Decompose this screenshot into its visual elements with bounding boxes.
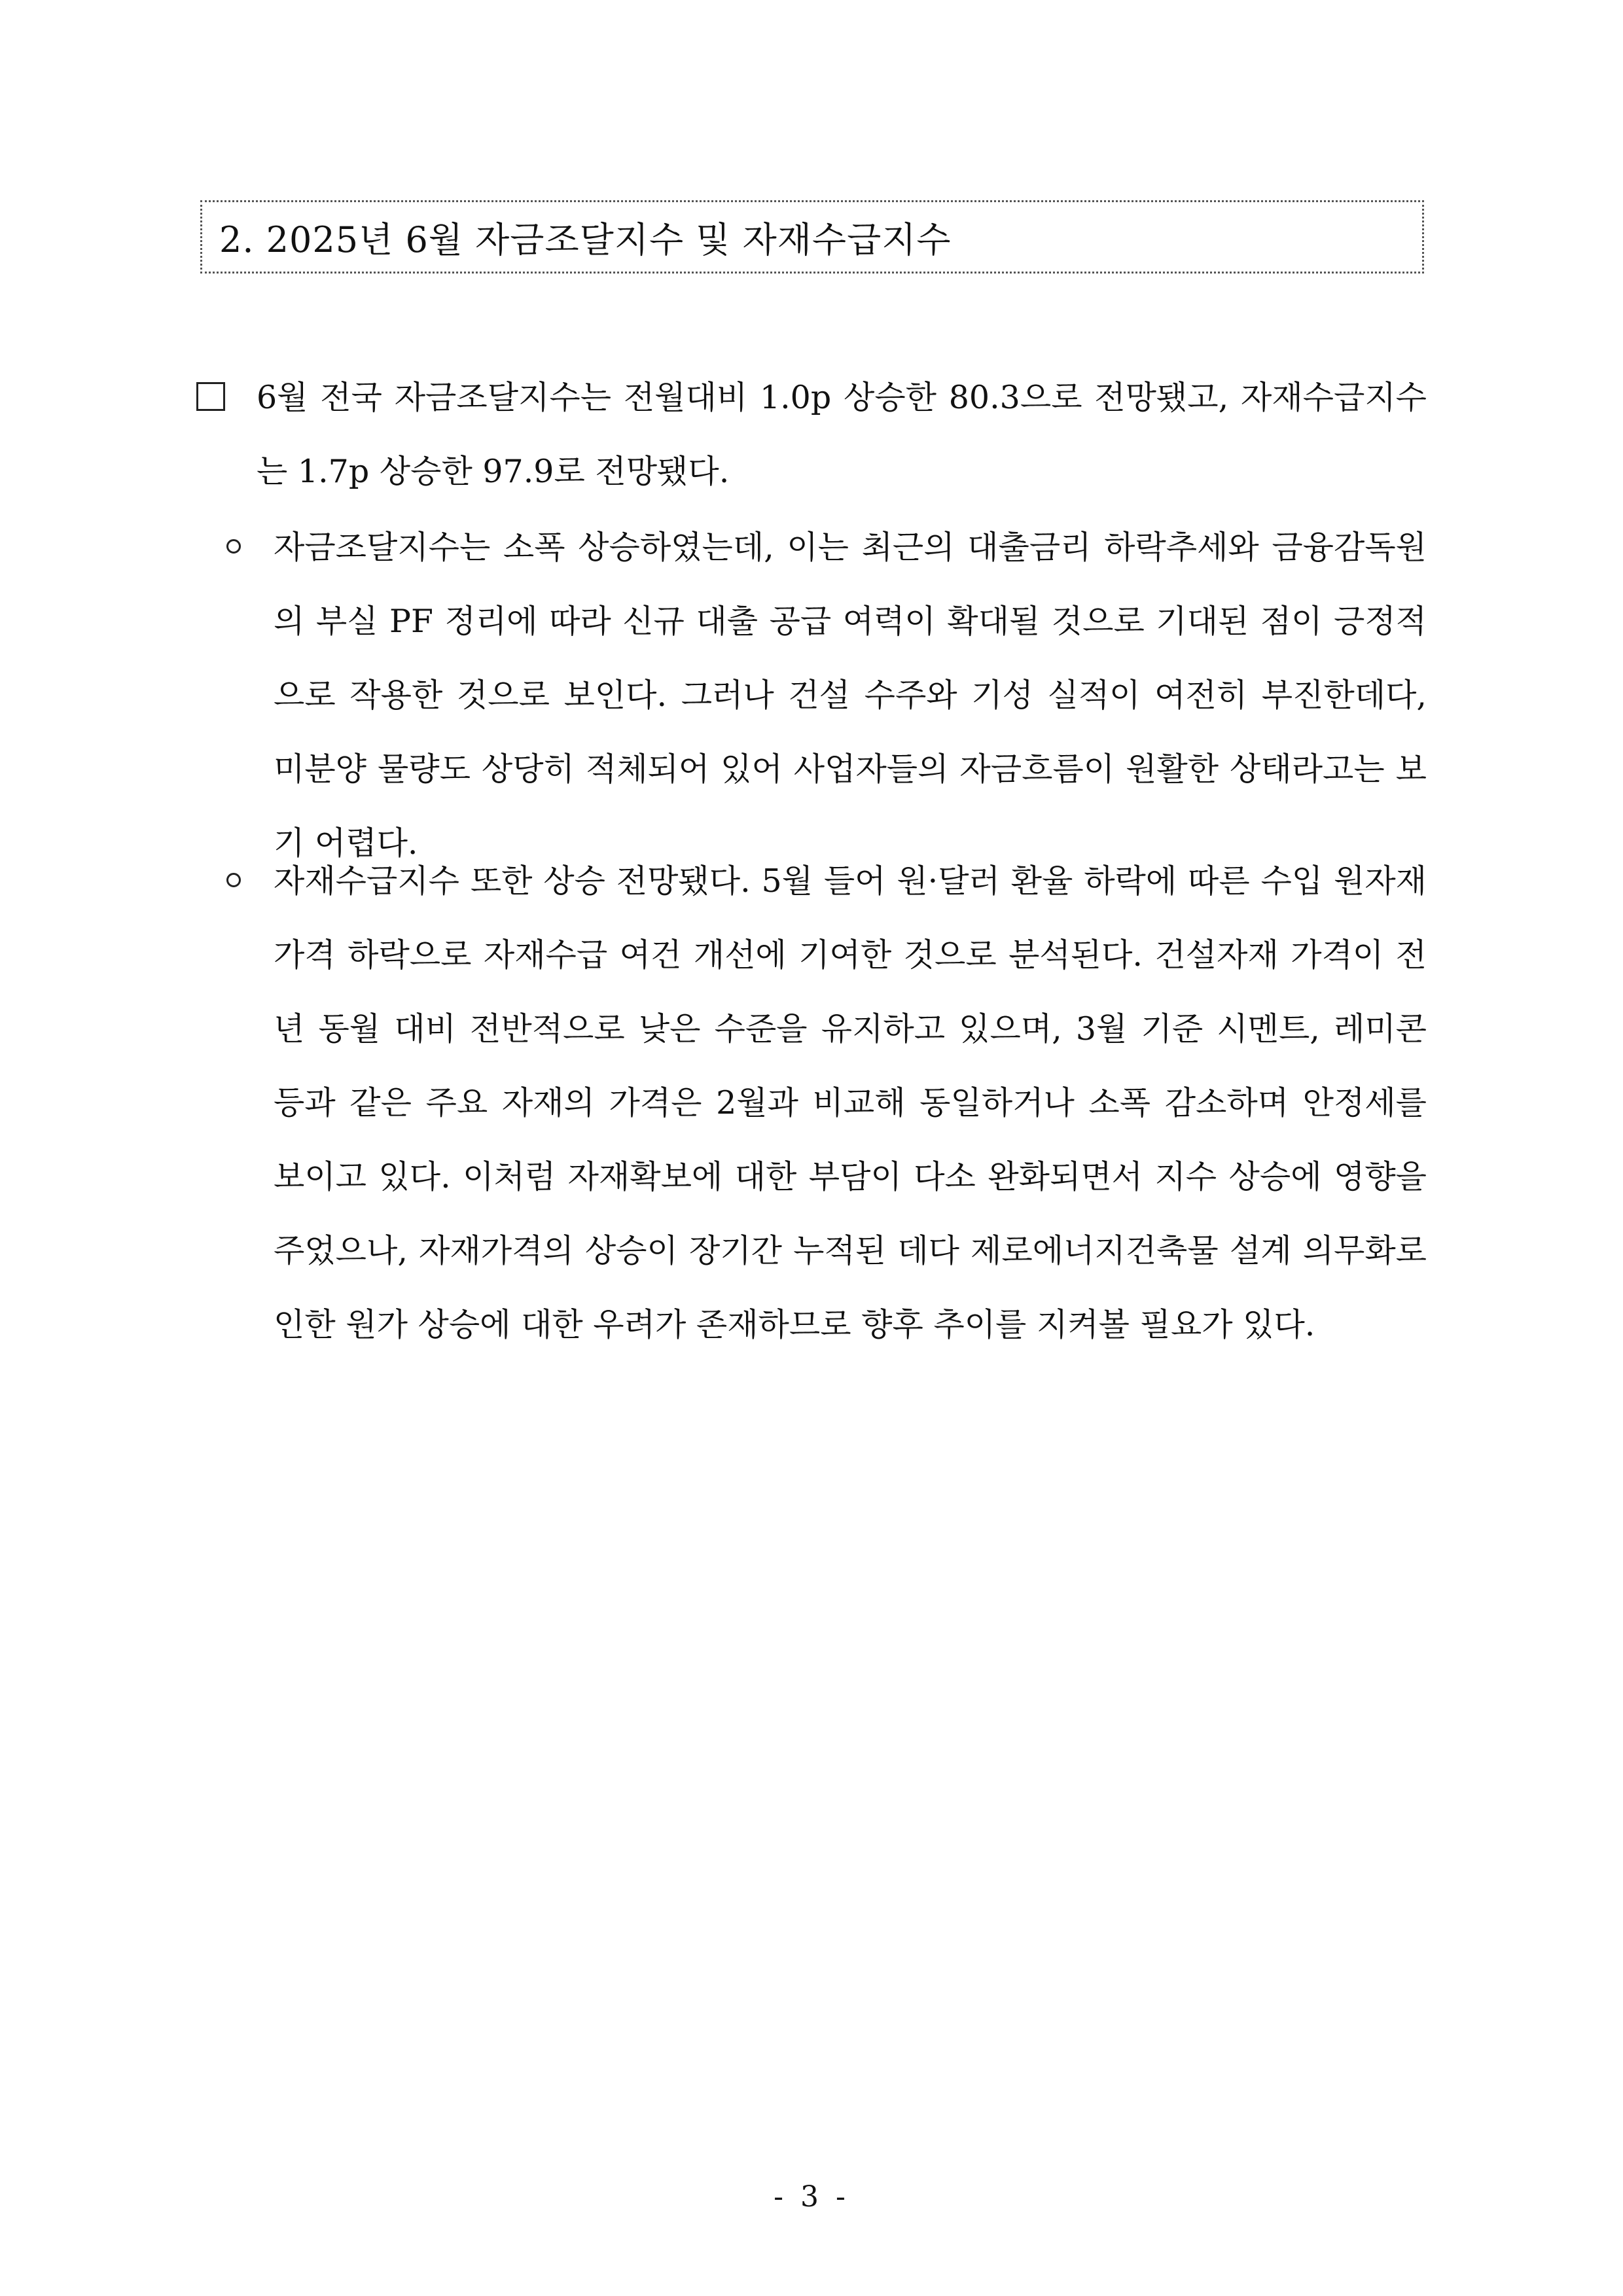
circle-bullet-icon (226, 539, 241, 554)
sub-point-text: 자재수급지수 또한 상승 전망됐다. 5월 들어 원·달러 환율 하락에 따른 수입 원자재 가격 하락으로 자재수급 여건 개선에 기여한 것으로 분석된다. 건설자재 가격이 전년 동월 대비 전반적으로 낮은 수준을 유지하고 있으며, 3월 기준 시멘트, 레미콘 등과 같은 주요 자재의 가격은 2월과 비교해 동일하거나 소폭 감소하며 안정세를 보이고 있다. 이처럼 자재확보에 대한 부담이 다소 완화되면서 지수 상승에 영향을 주었으나, 자재가격의 상승이 장기간 누적된 데다 제로에너지건축물 설계 의무화로 인한 원가 상승에 대한 우려가 존재하므로 향후 추이를 지켜볼 필요가 있다. (274, 862, 1427, 1343)
circle-bullet-icon (226, 873, 241, 887)
sub-point-materials (196, 844, 1427, 1362)
main-point (196, 361, 1427, 508)
main-point-text: 6월 전국 자금조달지수는 전월대비 1.0p 상승한 80.3으로 전망됐고, 자재수급지수는 1.7p 상승한 97.9로 전망됐다. (257, 379, 1427, 490)
section-header-box (200, 200, 1424, 274)
square-bullet-icon (196, 382, 225, 411)
main-point-block (196, 361, 1427, 508)
section-title: 2. 2025년 6월 자금조달지수 및 자재수급지수 (219, 219, 952, 260)
sub-point-funding (196, 510, 1427, 880)
sub-point-block-1 (196, 510, 1427, 880)
page-number: - 3 - (774, 2180, 849, 2214)
sub-point-block-2 (196, 844, 1427, 1362)
sub-point-text: 자금조달지수는 소폭 상승하였는데, 이는 최근의 대출금리 하락추세와 금융감독원의 부실 PF 정리에 따라 신규 대출 공급 여력이 확대될 것으로 기대된 점이 긍정적으로 작용한 것으로 보인다. 그러나 건설 수주와 기성 실적이 여전히 부진한데다, 미분양 물량도 상당히 적체되어 있어 사업자들의 자금흐름이 원활한 상태라고는 보기 어렵다. (274, 529, 1427, 862)
